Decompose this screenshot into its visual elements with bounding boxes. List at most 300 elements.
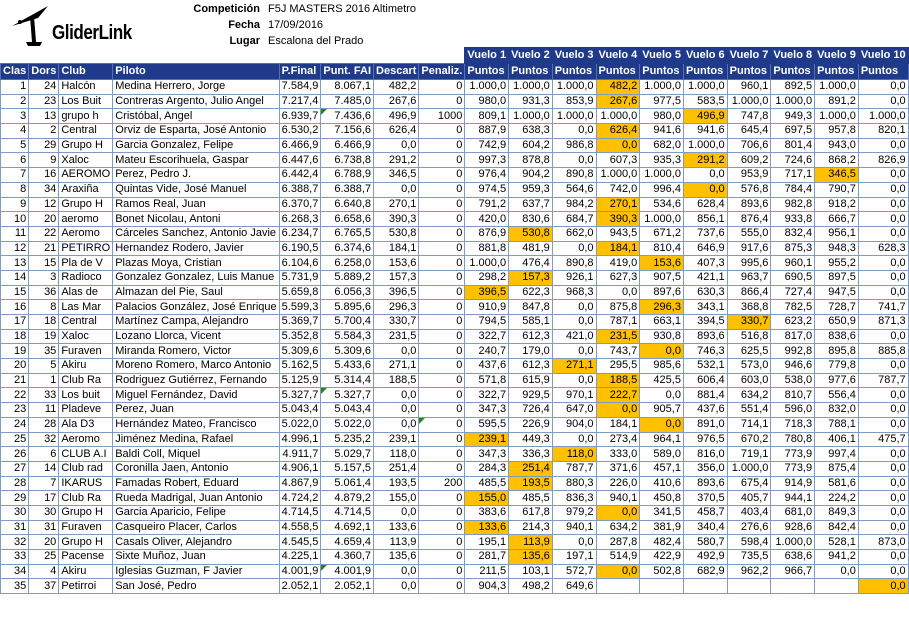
table-cell[interactable]: 782,5 xyxy=(771,300,815,315)
table-cell[interactable]: 118,0 xyxy=(552,447,596,462)
table-cell[interactable]: 0,0 xyxy=(858,359,908,374)
table-cell[interactable]: 0,0 xyxy=(552,344,596,359)
table-cell[interactable]: 1.000,0 xyxy=(727,94,771,109)
table-cell[interactable]: 962,2 xyxy=(727,564,771,579)
table-cell[interactable]: 917,6 xyxy=(727,241,771,256)
table-cell[interactable]: 481,9 xyxy=(509,241,553,256)
table-cell[interactable]: 370,5 xyxy=(683,491,727,506)
table-cell[interactable]: 496,9 xyxy=(374,109,419,124)
table-cell[interactable]: PETIRRO xyxy=(59,241,113,256)
table-cell[interactable]: 571,8 xyxy=(465,373,509,388)
table-cell[interactable]: Casqueiro Placer, Carlos xyxy=(113,520,279,535)
table-cell[interactable]: 0 xyxy=(419,388,465,403)
table-cell[interactable]: 0,0 xyxy=(552,124,596,139)
table-cell[interactable]: 26 xyxy=(1,447,29,462)
table-cell[interactable]: 968,3 xyxy=(552,285,596,300)
table-cell[interactable]: Garcia Gonzalez, Felipe xyxy=(113,138,279,153)
table-cell[interactable]: 878,8 xyxy=(509,153,553,168)
table-cell[interactable]: 0 xyxy=(419,168,465,183)
table-cell[interactable]: 390,3 xyxy=(374,212,419,227)
table-cell[interactable]: 37 xyxy=(29,579,59,594)
table-cell[interactable]: 6.738,8 xyxy=(321,153,374,168)
table-cell[interactable]: 4.867,9 xyxy=(279,476,321,491)
table-cell[interactable]: 2.052,1 xyxy=(321,579,374,594)
table-cell[interactable]: Akiru xyxy=(59,564,113,579)
table-cell[interactable]: 32 xyxy=(1,535,29,550)
table-cell[interactable]: 868,2 xyxy=(815,153,859,168)
table-cell[interactable]: 330,7 xyxy=(374,315,419,330)
table-cell[interactable]: 0 xyxy=(419,80,465,95)
table-cell[interactable]: 0 xyxy=(419,550,465,565)
table-cell[interactable]: 371,6 xyxy=(596,461,640,476)
table-cell[interactable]: Grupo H xyxy=(59,138,113,153)
table-cell[interactable]: 0,0 xyxy=(374,579,419,594)
table-cell[interactable]: 626,4 xyxy=(596,124,640,139)
table-cell[interactable]: 296,3 xyxy=(374,300,419,315)
column-header[interactable]: Puntos xyxy=(596,64,640,80)
table-cell[interactable]: 928,6 xyxy=(771,520,815,535)
table-cell[interactable]: 496,9 xyxy=(683,109,727,124)
table-cell[interactable]: 6.939,7 xyxy=(279,109,321,124)
table-row[interactable] xyxy=(1,447,909,462)
table-cell[interactable]: 747,8 xyxy=(727,109,771,124)
table-cell[interactable]: 638,6 xyxy=(771,550,815,565)
table-cell[interactable]: 666,7 xyxy=(815,212,859,227)
table-cell[interactable]: 118,0 xyxy=(374,447,419,462)
table-cell[interactable]: 810,7 xyxy=(771,388,815,403)
table-cell[interactable]: 875,8 xyxy=(596,300,640,315)
table-cell[interactable]: 0 xyxy=(419,432,465,447)
table-cell[interactable]: 904,3 xyxy=(465,579,509,594)
table-cell[interactable]: 681,0 xyxy=(771,505,815,520)
table-cell[interactable]: 1.000,0 xyxy=(640,80,684,95)
table-cell[interactable]: 157,3 xyxy=(374,270,419,285)
table-cell[interactable]: Pla de V xyxy=(59,256,113,271)
table-cell[interactable]: 809,1 xyxy=(465,109,509,124)
table-cell[interactable]: 0 xyxy=(419,461,465,476)
table-row[interactable] xyxy=(1,315,909,330)
table-cell[interactable]: 421,0 xyxy=(552,329,596,344)
table-cell[interactable]: 224,2 xyxy=(815,491,859,506)
table-cell[interactable]: Xaloc xyxy=(59,153,113,168)
table-cell[interactable]: 5.369,7 xyxy=(279,315,321,330)
table-cell[interactable]: 555,0 xyxy=(727,226,771,241)
table-cell[interactable]: 34 xyxy=(1,564,29,579)
table-cell[interactable]: 820,1 xyxy=(858,124,908,139)
table-cell[interactable]: 787,7 xyxy=(858,373,908,388)
table-cell[interactable]: 492,9 xyxy=(683,550,727,565)
table-cell[interactable]: 6.234,7 xyxy=(279,226,321,241)
column-header[interactable]: Puntos xyxy=(683,64,727,80)
table-cell[interactable]: 6.056,3 xyxy=(321,285,374,300)
table-cell[interactable]: 598,4 xyxy=(727,535,771,550)
table-cell[interactable]: 135,6 xyxy=(374,550,419,565)
table-cell[interactable]: 0,0 xyxy=(858,212,908,227)
table-cell[interactable]: 949,3 xyxy=(771,109,815,124)
table-cell[interactable]: 6.530,2 xyxy=(279,124,321,139)
table-cell[interactable]: 628,3 xyxy=(858,241,908,256)
table-cell[interactable]: 5 xyxy=(29,359,59,374)
table-cell[interactable]: 5.889,2 xyxy=(321,270,374,285)
table-cell[interactable]: aeromo xyxy=(59,212,113,227)
table-cell[interactable]: Pacense xyxy=(59,550,113,565)
table-cell[interactable]: 1.000,0 xyxy=(640,212,684,227)
table-cell[interactable]: 976,5 xyxy=(683,432,727,447)
table-cell[interactable]: 4.001,9 xyxy=(321,564,374,579)
table-cell[interactable]: 0 xyxy=(419,564,465,579)
table-cell[interactable]: Furaven xyxy=(59,520,113,535)
table-row[interactable] xyxy=(1,241,909,256)
table-cell[interactable]: 449,3 xyxy=(509,432,553,447)
table-cell[interactable]: 0,0 xyxy=(640,388,684,403)
table-cell[interactable]: Furaven xyxy=(59,344,113,359)
column-header[interactable]: Puntos xyxy=(727,64,771,80)
table-cell[interactable]: 103,1 xyxy=(509,564,553,579)
table-cell[interactable]: 551,4 xyxy=(727,403,771,418)
table-cell[interactable]: 832,0 xyxy=(815,403,859,418)
table-cell[interactable]: 742,9 xyxy=(465,138,509,153)
table-cell[interactable]: Ala D3 xyxy=(59,417,113,432)
table-cell[interactable]: 0,0 xyxy=(596,138,640,153)
table-cell[interactable]: 0 xyxy=(419,285,465,300)
table-cell[interactable]: Club Ra xyxy=(59,491,113,506)
table-cell[interactable]: 628,4 xyxy=(683,197,727,212)
table-cell[interactable]: 7.217,4 xyxy=(279,94,321,109)
table-cell[interactable]: 985,6 xyxy=(640,359,684,374)
table-row[interactable] xyxy=(1,505,909,520)
table-cell[interactable]: Xaloc xyxy=(59,329,113,344)
table-cell[interactable]: 4 xyxy=(1,124,29,139)
table-cell[interactable]: 4.911,7 xyxy=(279,447,321,462)
table-cell[interactable]: 684,7 xyxy=(552,212,596,227)
table-cell[interactable]: 457,1 xyxy=(640,461,684,476)
table-cell[interactable]: 0,0 xyxy=(858,564,908,579)
table-cell[interactable]: 946,6 xyxy=(771,359,815,374)
table-cell[interactable]: 5.659,8 xyxy=(279,285,321,300)
table-cell[interactable]: 4.692,1 xyxy=(321,520,374,535)
table-cell[interactable]: 941,2 xyxy=(815,550,859,565)
table-cell[interactable]: 8 xyxy=(29,300,59,315)
table-cell[interactable]: 239,1 xyxy=(374,432,419,447)
table-cell[interactable]: 576,8 xyxy=(727,182,771,197)
table-row[interactable] xyxy=(1,256,909,271)
table-cell[interactable]: Las Mar xyxy=(59,300,113,315)
table-row[interactable] xyxy=(1,270,909,285)
table-cell[interactable]: Baldi Coll, Miquel xyxy=(113,447,279,462)
table-cell[interactable]: 617,8 xyxy=(509,505,553,520)
table-cell[interactable]: 6.640,8 xyxy=(321,197,374,212)
table-cell[interactable]: 0,0 xyxy=(858,285,908,300)
table-cell[interactable]: 907,5 xyxy=(640,270,684,285)
table-row[interactable] xyxy=(1,373,909,388)
table-cell[interactable]: Aeromo xyxy=(59,226,113,241)
table-cell[interactable]: 14 xyxy=(1,270,29,285)
table-cell[interactable]: 24 xyxy=(1,417,29,432)
table-cell[interactable]: 630,3 xyxy=(683,285,727,300)
table-cell[interactable]: Rodriguez Gutiérrez, Fernando xyxy=(113,373,279,388)
table-cell[interactable]: Grupo H xyxy=(59,535,113,550)
table-cell[interactable]: 1.000,0 xyxy=(727,461,771,476)
table-cell[interactable]: 690,5 xyxy=(771,270,815,285)
table-cell[interactable]: Orviz de Esparta, José Antonio xyxy=(113,124,279,139)
table-cell[interactable]: 482,4 xyxy=(640,535,684,550)
table-cell[interactable]: 4.001,9 xyxy=(279,564,321,579)
column-header[interactable]: Puntos xyxy=(552,64,596,80)
table-cell[interactable]: 887,9 xyxy=(465,124,509,139)
table-cell[interactable]: 5.022,0 xyxy=(279,417,321,432)
table-cell[interactable]: 585,1 xyxy=(509,315,553,330)
table-cell[interactable]: 0 xyxy=(419,505,465,520)
table-cell[interactable]: 11 xyxy=(1,226,29,241)
table-cell[interactable]: Grupo H xyxy=(59,197,113,212)
table-cell[interactable]: 787,7 xyxy=(552,461,596,476)
table-cell[interactable]: 670,2 xyxy=(727,432,771,447)
table-row[interactable] xyxy=(1,212,909,227)
table-cell[interactable]: 514,9 xyxy=(596,550,640,565)
table-cell[interactable]: Contreras Argento, Julio Angel xyxy=(113,94,279,109)
table-cell[interactable]: 193,5 xyxy=(509,476,553,491)
table-cell[interactable]: 12 xyxy=(29,197,59,212)
table-cell[interactable]: 875,4 xyxy=(815,461,859,476)
table-cell[interactable]: 0,0 xyxy=(858,579,908,594)
table-cell[interactable]: 251,4 xyxy=(509,461,553,476)
table-cell[interactable]: 645,4 xyxy=(727,124,771,139)
table-cell[interactable]: 239,1 xyxy=(465,432,509,447)
table-cell[interactable]: 895,8 xyxy=(815,344,859,359)
table-cell[interactable]: 33 xyxy=(1,550,29,565)
table-cell[interactable]: 944,1 xyxy=(771,491,815,506)
table-cell[interactable]: 1 xyxy=(1,80,29,95)
table-cell[interactable]: 1.000,0 xyxy=(858,109,908,124)
table-cell[interactable]: 773,9 xyxy=(771,461,815,476)
table-cell[interactable]: 407,3 xyxy=(683,256,727,271)
table-cell[interactable]: 5.125,9 xyxy=(279,373,321,388)
column-header[interactable]: Puntos xyxy=(640,64,684,80)
table-cell[interactable]: 1.000,0 xyxy=(683,80,727,95)
table-cell[interactable]: Casals Oliver, Alejandro xyxy=(113,535,279,550)
table-cell[interactable]: 897,5 xyxy=(815,270,859,285)
table-cell[interactable]: 343,1 xyxy=(683,300,727,315)
table-cell[interactable]: 405,7 xyxy=(727,491,771,506)
table-cell[interactable]: 7 xyxy=(29,476,59,491)
table-cell[interactable]: 281,7 xyxy=(465,550,509,565)
table-cell[interactable]: 16 xyxy=(29,168,59,183)
column-header[interactable]: Penaliz. xyxy=(419,64,465,80)
table-cell[interactable]: 955,2 xyxy=(815,256,859,271)
table-cell[interactable]: 606,4 xyxy=(683,373,727,388)
table-cell[interactable]: 33 xyxy=(29,388,59,403)
table-cell[interactable]: 0 xyxy=(419,241,465,256)
table-cell[interactable]: 780,8 xyxy=(771,432,815,447)
table-cell[interactable]: Akiru xyxy=(59,359,113,374)
table-cell[interactable]: 6.466,9 xyxy=(279,138,321,153)
table-cell[interactable]: 5.327,7 xyxy=(321,388,374,403)
table-cell[interactable]: 627,3 xyxy=(596,270,640,285)
table-cell[interactable]: 890,8 xyxy=(552,168,596,183)
table-cell[interactable]: 930,8 xyxy=(640,329,684,344)
vuelo-header-3[interactable]: Vuelo 3 xyxy=(552,48,596,64)
table-cell[interactable]: 904,0 xyxy=(552,417,596,432)
table-cell[interactable]: 788,1 xyxy=(815,417,859,432)
table-cell[interactable]: 5.022,0 xyxy=(321,417,374,432)
table-cell[interactable]: 1.000,0 xyxy=(815,80,859,95)
table-cell[interactable]: 0,0 xyxy=(552,300,596,315)
table-cell[interactable]: 977,5 xyxy=(640,94,684,109)
table-cell[interactable]: 697,5 xyxy=(771,124,815,139)
column-header[interactable]: Puntos xyxy=(858,64,908,80)
table-cell[interactable]: 612,3 xyxy=(509,359,553,374)
table-cell[interactable]: 0 xyxy=(419,197,465,212)
table-cell[interactable]: Club rad xyxy=(59,461,113,476)
table-cell[interactable]: 646,9 xyxy=(683,241,727,256)
table-cell[interactable]: 6.258,0 xyxy=(321,256,374,271)
table-cell[interactable]: 637,7 xyxy=(509,197,553,212)
table-cell[interactable]: 604,2 xyxy=(509,138,553,153)
table-cell[interactable]: 4.714,5 xyxy=(321,505,374,520)
table-cell[interactable]: 663,1 xyxy=(640,315,684,330)
table-cell[interactable]: 935,3 xyxy=(640,153,684,168)
table-cell[interactable]: 634,2 xyxy=(596,520,640,535)
table-cell[interactable]: 4 xyxy=(29,564,59,579)
table-cell[interactable]: 914,9 xyxy=(771,476,815,491)
table-cell[interactable]: 947,5 xyxy=(815,285,859,300)
table-cell[interactable]: 7.584,9 xyxy=(279,80,321,95)
table-cell[interactable]: 0 xyxy=(419,94,465,109)
table-row[interactable] xyxy=(1,182,909,197)
table-cell[interactable]: 727,4 xyxy=(771,285,815,300)
table-cell[interactable]: 997,4 xyxy=(815,447,859,462)
table-cell[interactable]: 612,3 xyxy=(509,329,553,344)
table-cell[interactable]: Hernández Mateo, Francisco xyxy=(113,417,279,432)
column-header[interactable]: Punt. FAI xyxy=(321,64,374,80)
table-cell[interactable]: 6.442,4 xyxy=(279,168,321,183)
table-cell[interactable]: 980,0 xyxy=(465,94,509,109)
table-cell[interactable]: 0,0 xyxy=(596,505,640,520)
table-cell[interactable]: 15 xyxy=(1,285,29,300)
table-cell[interactable]: 330,7 xyxy=(727,315,771,330)
table-cell[interactable]: 1.000,0 xyxy=(640,168,684,183)
table-cell[interactable]: 410,6 xyxy=(640,476,684,491)
table-cell[interactable]: 0 xyxy=(419,417,465,432)
table-cell[interactable]: 875,3 xyxy=(771,241,815,256)
table-cell[interactable]: 735,5 xyxy=(727,550,771,565)
table-cell[interactable]: 728,7 xyxy=(815,300,859,315)
table-row[interactable] xyxy=(1,579,909,594)
table-row[interactable] xyxy=(1,461,909,476)
table-cell[interactable]: 976,4 xyxy=(465,168,509,183)
table-cell[interactable]: 8 xyxy=(1,182,29,197)
table-cell[interactable]: 0 xyxy=(419,520,465,535)
table-cell[interactable]: 905,7 xyxy=(640,403,684,418)
table-cell[interactable]: Central xyxy=(59,124,113,139)
table-cell[interactable]: 885,8 xyxy=(858,344,908,359)
table-cell[interactable]: 0 xyxy=(419,344,465,359)
table-cell[interactable]: 876,9 xyxy=(465,226,509,241)
table-cell[interactable]: 184,1 xyxy=(596,417,640,432)
table-cell[interactable]: 581,6 xyxy=(815,476,859,491)
table-cell[interactable]: 193,5 xyxy=(374,476,419,491)
table-cell[interactable]: 622,3 xyxy=(509,285,553,300)
table-cell[interactable]: 0 xyxy=(419,535,465,550)
table-cell[interactable]: 986,8 xyxy=(552,138,596,153)
table-cell[interactable]: 5.043,4 xyxy=(321,403,374,418)
table-cell[interactable]: 682,0 xyxy=(640,138,684,153)
vuelo-header-10[interactable]: Vuelo 10 xyxy=(858,48,908,64)
table-cell[interactable]: 197,1 xyxy=(552,550,596,565)
table-cell[interactable]: 27 xyxy=(1,461,29,476)
table-cell[interactable]: 20 xyxy=(29,535,59,550)
table-cell[interactable]: 790,7 xyxy=(815,182,859,197)
table-cell[interactable]: 347,3 xyxy=(465,403,509,418)
table-cell[interactable]: 0,0 xyxy=(858,520,908,535)
table-cell[interactable]: 6.268,3 xyxy=(279,212,321,227)
table-cell[interactable]: 153,6 xyxy=(374,256,419,271)
table-cell[interactable]: 532,1 xyxy=(683,359,727,374)
table-cell[interactable]: Pladeve xyxy=(59,403,113,418)
table-cell[interactable]: 671,2 xyxy=(640,226,684,241)
table-cell[interactable]: 0,0 xyxy=(858,476,908,491)
table-cell[interactable]: 23 xyxy=(29,94,59,109)
table-cell[interactable]: 5.162,5 xyxy=(279,359,321,374)
vuelo-header-7[interactable]: Vuelo 7 xyxy=(727,48,771,64)
table-cell[interactable]: Los Buit xyxy=(59,94,113,109)
table-cell[interactable]: 7 xyxy=(1,168,29,183)
table-cell[interactable] xyxy=(771,579,815,594)
column-header[interactable]: Puntos xyxy=(465,64,509,80)
table-cell[interactable]: 4.545,5 xyxy=(279,535,321,550)
table-cell[interactable]: Quintas Vide, José Manuel xyxy=(113,182,279,197)
table-cell[interactable]: 773,9 xyxy=(771,447,815,462)
table-cell[interactable]: 528,1 xyxy=(815,535,859,550)
table-cell[interactable]: 231,5 xyxy=(374,329,419,344)
table-cell[interactable]: 6 xyxy=(1,153,29,168)
table-cell[interactable]: 419,0 xyxy=(596,256,640,271)
table-cell[interactable]: 6.388,7 xyxy=(279,182,321,197)
table-cell[interactable]: 1.000,0 xyxy=(771,94,815,109)
table-cell[interactable]: 333,0 xyxy=(596,447,640,462)
table-cell[interactable]: 18 xyxy=(1,329,29,344)
table-cell[interactable]: 956,1 xyxy=(815,226,859,241)
table-cell[interactable]: 28 xyxy=(29,417,59,432)
table-cell[interactable]: 966,7 xyxy=(771,564,815,579)
table-cell[interactable]: 113,9 xyxy=(374,535,419,550)
table-cell[interactable]: 270,1 xyxy=(374,197,419,212)
table-cell[interactable]: 7.485,0 xyxy=(321,94,374,109)
table-cell[interactable]: 742,0 xyxy=(596,182,640,197)
table-cell[interactable]: 787,1 xyxy=(596,315,640,330)
table-cell[interactable]: 502,8 xyxy=(640,564,684,579)
table-cell[interactable]: 1.000,0 xyxy=(596,168,640,183)
table-cell[interactable]: 155,0 xyxy=(374,491,419,506)
table-cell[interactable]: 4.714,5 xyxy=(279,505,321,520)
table-cell[interactable]: 5.043,4 xyxy=(279,403,321,418)
table-cell[interactable]: 718,3 xyxy=(771,417,815,432)
table-cell[interactable]: 717,1 xyxy=(771,168,815,183)
table-cell[interactable]: 0,0 xyxy=(552,315,596,330)
table-cell[interactable]: 383,6 xyxy=(465,505,509,520)
table-cell[interactable]: 0,0 xyxy=(374,344,419,359)
table-cell[interactable]: 6 xyxy=(29,447,59,462)
table-cell[interactable]: 28 xyxy=(1,476,29,491)
table-cell[interactable]: 291,2 xyxy=(683,153,727,168)
table-cell[interactable]: 6.370,7 xyxy=(279,197,321,212)
table-cell[interactable]: 1.000,0 xyxy=(683,138,727,153)
table-cell[interactable]: Garcia Aparicio, Felipe xyxy=(113,505,279,520)
table-cell[interactable]: 838,6 xyxy=(815,329,859,344)
table-cell[interactable]: 1000 xyxy=(419,109,465,124)
table-cell[interactable]: 603,0 xyxy=(727,373,771,388)
table-cell[interactable]: Radioco xyxy=(59,270,113,285)
